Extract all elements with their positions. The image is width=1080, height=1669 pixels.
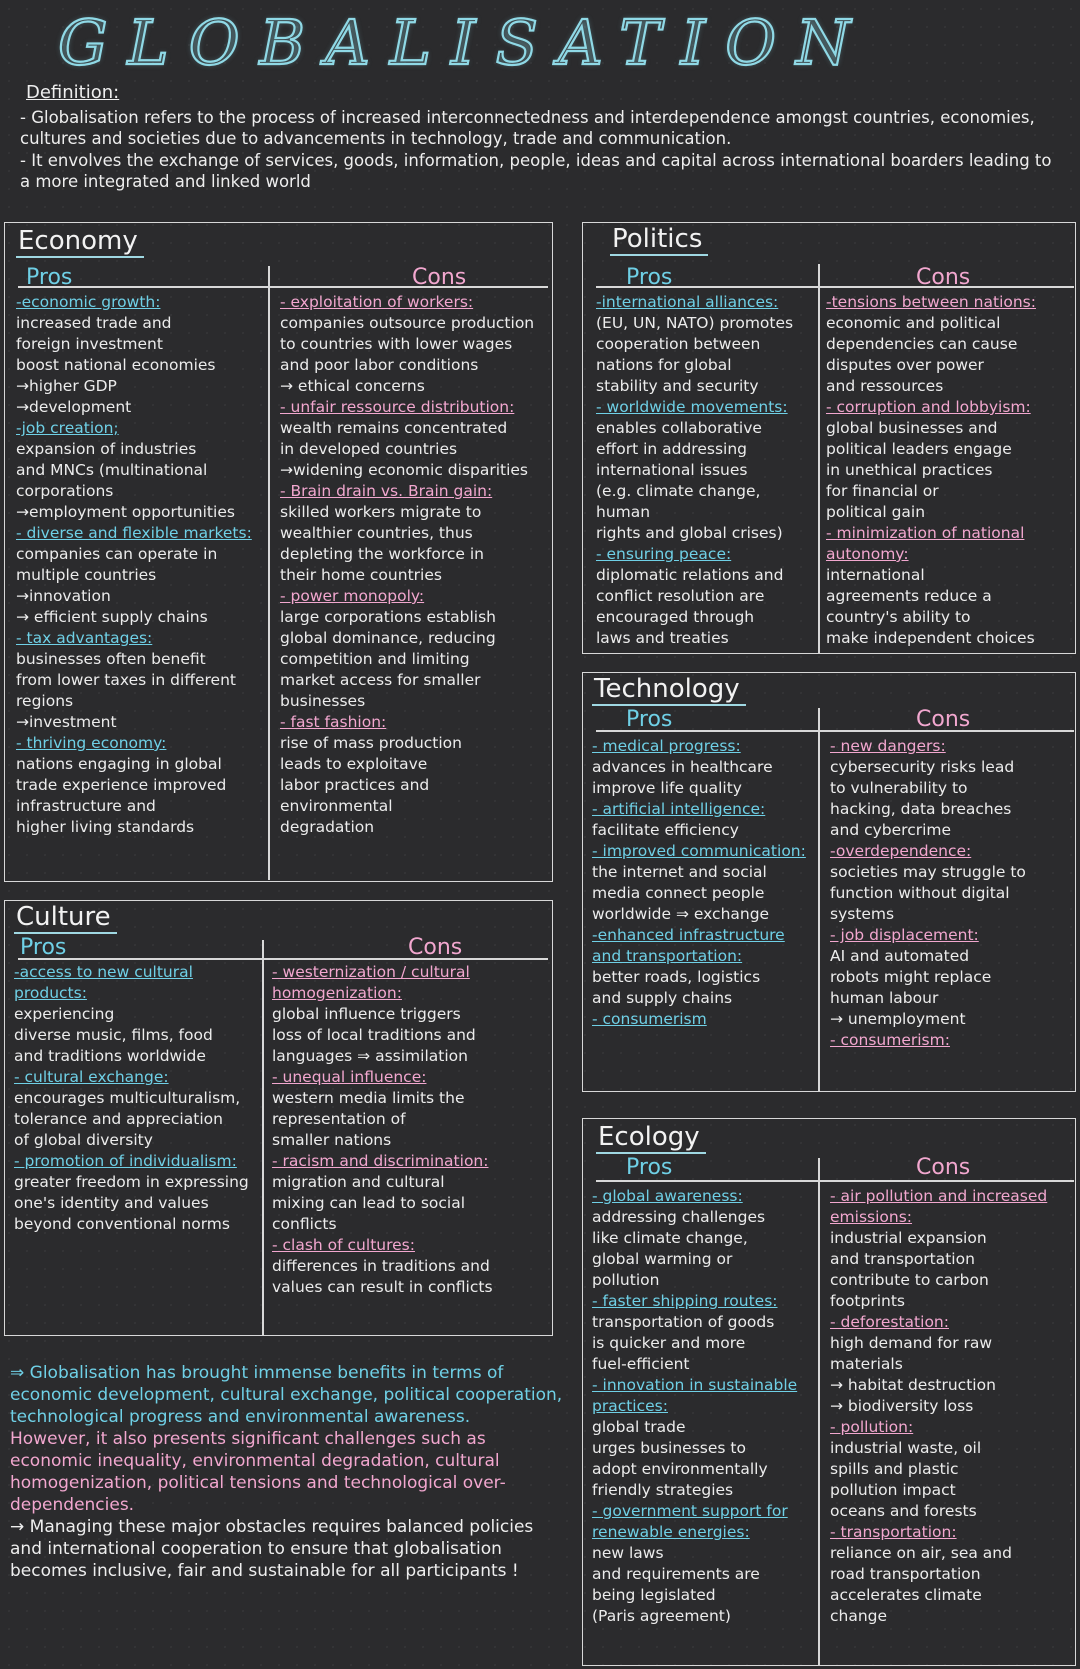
conclusion-benefits: ⇒ Globalisation has brought immense benefits in terms of economic development, cultural exchange, political cooperation, technological progress and environmental awareness. [10, 1363, 563, 1427]
point-text: materials [830, 1355, 903, 1373]
point-text: pollution impact [830, 1481, 956, 1499]
point-text: global influence triggers [272, 1005, 461, 1023]
point-heading: - exploitation of workers: [280, 293, 474, 311]
point-heading: - clash of cultures: [272, 1236, 415, 1254]
point-text: increased trade and [16, 314, 172, 332]
point-text: for financial or [826, 482, 939, 500]
point-text: → ethical concerns [280, 377, 425, 395]
point-text: representation of [272, 1110, 406, 1128]
divider [18, 286, 548, 288]
point-text: accelerates climate [830, 1586, 982, 1604]
point-heading: - thriving economy: [16, 734, 167, 752]
conclusion-summary: → Managing these major obstacles requires balanced policies and international cooperation to ensure that globalisation becomes inclusive, fair and sustainable for all participants ! [10, 1517, 534, 1581]
point-text: regions [16, 692, 74, 710]
cons-heading: Cons [412, 265, 467, 290]
point-text: societies may struggle to [830, 863, 1026, 881]
point-text: expansion of industries [16, 440, 197, 458]
point-text: worldwide ⇒ exchange [592, 905, 770, 923]
culture-title: Culture [14, 902, 117, 934]
point-text: nations for global [596, 356, 732, 374]
point-text: international issues [596, 461, 748, 479]
definition-line: - Globalisation refers to the process of increased interconnectedness and interdependence amongst countries, economies, cultures and societies due to advancements in technology, trade and communication. [20, 107, 1035, 148]
divider [818, 264, 820, 654]
technology-title: Technology [592, 674, 746, 706]
point-text: dependencies can cause [826, 335, 1018, 353]
point-heading: - Brain drain vs. Brain gain: [280, 482, 493, 500]
point-text: market access for smaller [280, 671, 481, 689]
point-text: encouraged through [596, 608, 755, 626]
point-text: is quicker and more [592, 1334, 746, 1352]
point-text: and transportation [830, 1250, 975, 1268]
point-heading: - minimization of national autonomy: [826, 524, 1025, 563]
point-heading: - innovation in sustainable practices: [592, 1376, 798, 1415]
definition [20, 82, 1065, 193]
point-text: laws and treaties [596, 629, 729, 647]
point-text: leads to exploitave [280, 755, 428, 773]
cons-heading: Cons [916, 265, 971, 290]
point-text: diplomatic relations and [596, 566, 784, 584]
point-text: better roads, logistics [592, 968, 761, 986]
point-heading: - diverse and flexible markets: [16, 524, 252, 542]
point-text: addressing challenges [592, 1208, 766, 1226]
point-text: higher living standards [16, 818, 195, 836]
point-text: industrial waste, oil [830, 1439, 982, 1457]
point-text: road transportation [830, 1565, 981, 1583]
point-text: conflicts [272, 1215, 337, 1233]
point-text: to vulnerability to [830, 779, 968, 797]
point-heading: - consumerism: [830, 1031, 950, 1049]
point-text: nations engaging in global [16, 755, 222, 773]
point-heading: - new dangers: [830, 737, 946, 755]
point-text: → habitat destruction [830, 1376, 996, 1394]
point-text: spills and plastic [830, 1460, 959, 1478]
point-text: pollution [592, 1271, 660, 1289]
economy-cons [280, 292, 552, 838]
economy-title: Economy [16, 226, 144, 258]
politics-pros [596, 292, 818, 649]
point-text: (Paris agreement) [592, 1607, 731, 1625]
point-text: values can result in conflicts [272, 1278, 493, 1296]
point-text: western media limits the [272, 1089, 465, 1107]
point-text: businesses often benefit [16, 650, 206, 668]
point-text: political gain [826, 503, 926, 521]
point-text: advances in healthcare [592, 758, 773, 776]
point-text: diverse music, films, food [14, 1026, 213, 1044]
point-heading: - cultural exchange: [14, 1068, 169, 1086]
point-heading: - medical progress: [592, 737, 741, 755]
divider [818, 1158, 820, 1666]
definition-label: Definition: [26, 82, 120, 103]
point-text: enables collaborative [596, 419, 762, 437]
point-text: and traditions worldwide [14, 1047, 206, 1065]
point-text: wealthier countries, thus [280, 524, 473, 542]
point-text: from lower taxes in different [16, 671, 236, 689]
ecology-cons [830, 1186, 1076, 1627]
point-text: robots might replace [830, 968, 992, 986]
culture-cons [272, 962, 552, 1298]
point-heading: -enhanced infrastructure and transportation: [592, 926, 785, 965]
point-text: and ressources [826, 377, 944, 395]
point-text: fuel-efficient [592, 1355, 690, 1373]
point-text: and MNCs (multinational [16, 461, 208, 479]
point-heading: - air pollution and increased emissions: [830, 1187, 1048, 1226]
point-heading: - consumerism [592, 1010, 707, 1028]
point-text: agreements reduce a [826, 587, 992, 605]
point-text: foreign investment [16, 335, 163, 353]
point-heading: - racism and discrimination: [272, 1152, 489, 1170]
point-heading: - fast fashion: [280, 713, 387, 731]
conclusion-challenges: However, it also presents significant challenges such as economic inequality, environmental degradation, cultural homogenization, political tensions and technological over-dependencies. [10, 1429, 506, 1515]
point-text: →development [16, 398, 132, 416]
point-text: beyond conventional norms [14, 1215, 230, 1233]
point-text: →investment [16, 713, 117, 731]
point-text: →widening economic disparities [280, 461, 528, 479]
point-text: friendly strategies [592, 1481, 734, 1499]
pros-heading: Pros [626, 265, 673, 290]
point-text: industrial expansion [830, 1229, 987, 1247]
point-text: improve life quality [592, 779, 742, 797]
point-text: political leaders engage [826, 440, 1012, 458]
point-text: hacking, data breaches [830, 800, 1012, 818]
point-text: multiple countries [16, 566, 157, 584]
point-text: transportation of goods [592, 1313, 775, 1331]
point-heading: - artificial intelligence: [592, 800, 766, 818]
point-text: skilled workers migrate to [280, 503, 482, 521]
point-text: cybersecurity risks lead [830, 758, 1015, 776]
point-text: corporations [16, 482, 114, 500]
point-heading: - transportation: [830, 1523, 957, 1541]
point-heading: - worldwide movements: [596, 398, 788, 416]
point-text: and supply chains [592, 989, 733, 1007]
point-text: human labour [830, 989, 939, 1007]
point-text: companies outsource production [280, 314, 535, 332]
point-heading: - government support for renewable energies: [592, 1502, 788, 1541]
point-text: oceans and forests [830, 1502, 977, 1520]
point-text: global dominance, reducing [280, 629, 496, 647]
page-title: GLOBALISATION [58, 6, 871, 79]
point-text: one's identity and values [14, 1194, 209, 1212]
point-text: →employment opportunities [16, 503, 235, 521]
point-text: degradation [280, 818, 375, 836]
point-heading: -economic growth: [16, 293, 161, 311]
point-text: adopt environmentally [592, 1460, 768, 1478]
point-text: encourages multiculturalism, [14, 1089, 241, 1107]
point-text: and cybercrime [830, 821, 952, 839]
point-text: conflict resolution are [596, 587, 765, 605]
point-text: international [826, 566, 925, 584]
ecology-title: Ecology [596, 1122, 706, 1154]
point-text: country's ability to [826, 608, 971, 626]
ecology-pros [592, 1186, 818, 1627]
point-text: →higher GDP [16, 377, 117, 395]
point-text: competition and limiting [280, 650, 470, 668]
point-text: new laws [592, 1544, 664, 1562]
point-heading: - pollution: [830, 1418, 914, 1436]
point-text: the internet and social [592, 863, 767, 881]
point-text: change [830, 1607, 888, 1625]
politics-cons [826, 292, 1076, 649]
point-heading: -tensions between nations: [826, 293, 1036, 311]
point-text: in unethical practices [826, 461, 993, 479]
point-text: languages ⇒ assimilation [272, 1047, 468, 1065]
culture-pros [14, 962, 260, 1235]
divider [818, 708, 820, 1092]
point-text: boost national economies [16, 356, 216, 374]
point-text: loss of local traditions and [272, 1026, 476, 1044]
point-text: (e.g. climate change, human [596, 482, 761, 521]
point-text: in developed countries [280, 440, 458, 458]
point-heading: -overdependence: [830, 842, 972, 860]
pros-heading: Pros [26, 265, 73, 290]
divider [268, 266, 270, 880]
divider [18, 958, 548, 960]
point-text: infrastructure and [16, 797, 156, 815]
point-text: →innovation [16, 587, 111, 605]
point-heading: -international alliances: [596, 293, 779, 311]
point-heading: - global awareness: [592, 1187, 743, 1205]
point-text: migration and cultural [272, 1173, 445, 1191]
point-text: (EU, UN, NATO) promotes [596, 314, 794, 332]
point-text: global warming or [592, 1250, 733, 1268]
pros-heading: Pros [20, 935, 67, 960]
point-text: experiencing [14, 1005, 115, 1023]
technology-cons [830, 736, 1076, 1051]
point-text: systems [830, 905, 895, 923]
point-text: facilitate efficiency [592, 821, 739, 839]
point-heading: - promotion of individualism: [14, 1152, 237, 1170]
point-heading: - unequal influence: [272, 1068, 427, 1086]
point-text: → biodiversity loss [830, 1397, 974, 1415]
point-text: global businesses and [826, 419, 998, 437]
point-text: differences in traditions and [272, 1257, 490, 1275]
point-text: companies can operate in [16, 545, 218, 563]
politics-title: Politics [610, 224, 708, 256]
divider [262, 940, 264, 1336]
point-text: trade experience improved [16, 776, 227, 794]
point-text: footprints [830, 1292, 905, 1310]
point-text: contribute to carbon [830, 1271, 989, 1289]
point-text: tolerance and appreciation [14, 1110, 223, 1128]
point-text: economic and political [826, 314, 1001, 332]
point-text: and poor labor conditions [280, 356, 479, 374]
definition-line: - It envolves the exchange of services, goods, information, people, ideas and capital across international boarders leading to a more integrated and linked world [20, 150, 1052, 191]
point-text: rights and global crises) [596, 524, 783, 542]
point-text: → efficient supply chains [16, 608, 208, 626]
economy-pros [16, 292, 264, 838]
point-text: reliance on air, sea and [830, 1544, 1012, 1562]
point-text: of global diversity [14, 1131, 153, 1149]
pros-heading: Pros [626, 1155, 673, 1180]
point-text: function without digital [830, 884, 1010, 902]
point-text: and requirements are [592, 1565, 760, 1583]
point-text: labor practices and [280, 776, 430, 794]
point-text: their home countries [280, 566, 442, 584]
point-heading: - improved communication: [592, 842, 806, 860]
point-heading: -job creation; [16, 419, 119, 437]
point-heading: - unfair ressource distribution: [280, 398, 515, 416]
point-text: rise of mass production [280, 734, 462, 752]
point-heading: -access to new cultural products: [14, 963, 193, 1002]
point-text: large corporations establish [280, 608, 497, 626]
point-text: global trade [592, 1418, 686, 1436]
cons-heading: Cons [916, 707, 971, 732]
point-text: effort in addressing [596, 440, 747, 458]
point-heading: - westernization / cultural homogenization: [272, 963, 470, 1002]
point-text: environmental [280, 797, 393, 815]
point-text: cooperation between [596, 335, 761, 353]
point-heading: - tax advantages: [16, 629, 153, 647]
point-heading: - power monopoly: [280, 587, 425, 605]
point-text: mixing can lead to social [272, 1194, 466, 1212]
technology-pros [592, 736, 818, 1030]
divider [596, 1180, 1074, 1182]
point-text: stability and security [596, 377, 759, 395]
pros-heading: Pros [626, 707, 673, 732]
point-text: disputes over power [826, 356, 984, 374]
point-text: smaller nations [272, 1131, 392, 1149]
point-text: greater freedom in expressing [14, 1173, 249, 1191]
point-text: being legislated [592, 1586, 716, 1604]
point-text: urges businesses to [592, 1439, 746, 1457]
point-text: businesses [280, 692, 366, 710]
point-text: to countries with lower wages [280, 335, 513, 353]
point-text: high demand for raw [830, 1334, 993, 1352]
point-heading: - corruption and lobbyism: [826, 398, 1031, 416]
point-heading: - deforestation: [830, 1313, 949, 1331]
cons-heading: Cons [916, 1155, 971, 1180]
point-heading: - ensuring peace: [596, 545, 732, 563]
point-text: depleting the workforce in [280, 545, 484, 563]
point-text: → unemployment [830, 1010, 966, 1028]
point-text: wealth remains concentrated [280, 419, 508, 437]
point-text: make independent choices [826, 629, 1035, 647]
point-text: AI and automated [830, 947, 970, 965]
point-text: like climate change, [592, 1229, 748, 1247]
cons-heading: Cons [408, 935, 463, 960]
point-text: media connect people [592, 884, 765, 902]
conclusion [10, 1362, 570, 1582]
point-heading: - faster shipping routes: [592, 1292, 778, 1310]
point-heading: - job displacement: [830, 926, 979, 944]
